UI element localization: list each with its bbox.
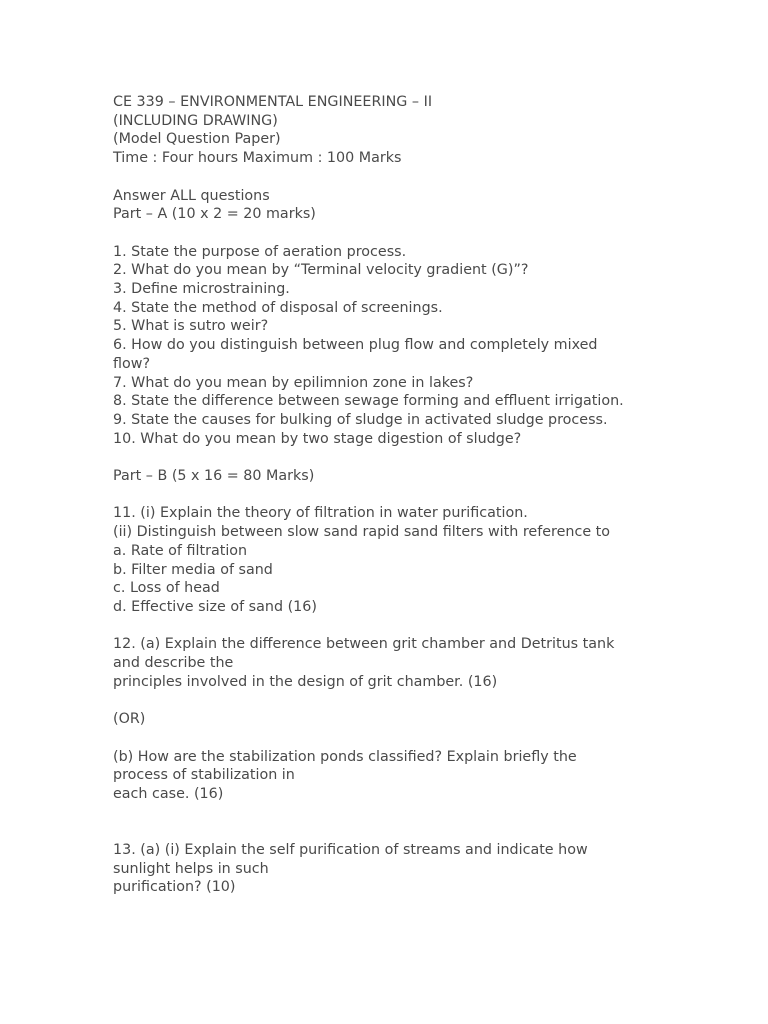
or-label: (OR): [113, 711, 146, 728]
spacer: [113, 617, 673, 636]
question-line: a. Rate of filtration: [113, 542, 248, 559]
question-line: 13. (a) (i) Explain the self purification of streams and indicate how: [113, 841, 588, 858]
course-title: CE 339 – ENVIRONMENTAL ENGINEERING – II: [113, 94, 433, 110]
question-line: purification? (10): [113, 879, 236, 896]
spacer: [113, 448, 673, 467]
question-line: principles involved in the design of grit chamber. (16): [113, 673, 498, 690]
question-line: (b) How are the stabilization ponds classified? Explain briefly the: [113, 748, 577, 765]
instructions: Answer ALL questions: [113, 187, 270, 204]
question-line: 4. State the method of disposal of screenings.: [113, 299, 443, 316]
spacer: [113, 168, 673, 187]
question-line: and describe the: [113, 655, 234, 672]
question-line: sunlight helps in such: [113, 860, 269, 877]
question-line: (ii) Distinguish between slow sand rapid sand filters with reference to: [113, 524, 611, 541]
question-line: 11. (i) Explain the theory of filtration in water purification.: [113, 505, 528, 522]
question-line: 1. State the purpose of aeration process.: [113, 243, 407, 260]
question-line: 2. What do you mean by “Terminal velocity gradient (G)”?: [113, 262, 529, 279]
spacer: [113, 224, 673, 243]
question-line: process of stabilization in: [113, 767, 295, 784]
spacer: [113, 822, 673, 841]
spacer: [113, 486, 673, 505]
part-a-heading: Part – A (10 x 2 = 20 marks): [113, 206, 316, 223]
time-and-marks: Time : Four hours Maximum : 100 Marks: [113, 150, 402, 167]
question-line: 3. Define microstraining.: [113, 281, 290, 297]
part-b-heading: Part – B (5 x 16 = 80 Marks): [113, 468, 315, 485]
question-line: 12. (a) Explain the difference between grit chamber and Detritus tank: [113, 636, 615, 653]
question-line: 8. State the difference between sewage forming and effluent irrigation.: [113, 393, 624, 410]
question-line: each case. (16): [113, 785, 224, 802]
question-line: 10. What do you mean by two stage digestion of sludge?: [113, 430, 522, 447]
question-paper: [113, 93, 673, 897]
question-line: c. Loss of head: [113, 580, 220, 597]
course-subtitle: (INCLUDING DRAWING): [113, 112, 278, 129]
spacer: [113, 804, 673, 823]
question-line: 9. State the causes for bulking of sludge in activated sludge process.: [113, 411, 608, 428]
question-line: 7. What do you mean by epilimnion zone in lakes?: [113, 374, 474, 391]
spacer: [113, 691, 673, 710]
paper-type: (Model Question Paper): [113, 131, 281, 148]
spacer: [113, 729, 673, 748]
question-line: b. Filter media of sand: [113, 561, 273, 578]
question-line: 6. How do you distinguish between plug flow and completely mixed: [113, 337, 598, 354]
question-line: d. Effective size of sand (16): [113, 598, 317, 615]
question-line: 5. What is sutro weir?: [113, 318, 269, 335]
question-line: flow?: [113, 355, 151, 372]
